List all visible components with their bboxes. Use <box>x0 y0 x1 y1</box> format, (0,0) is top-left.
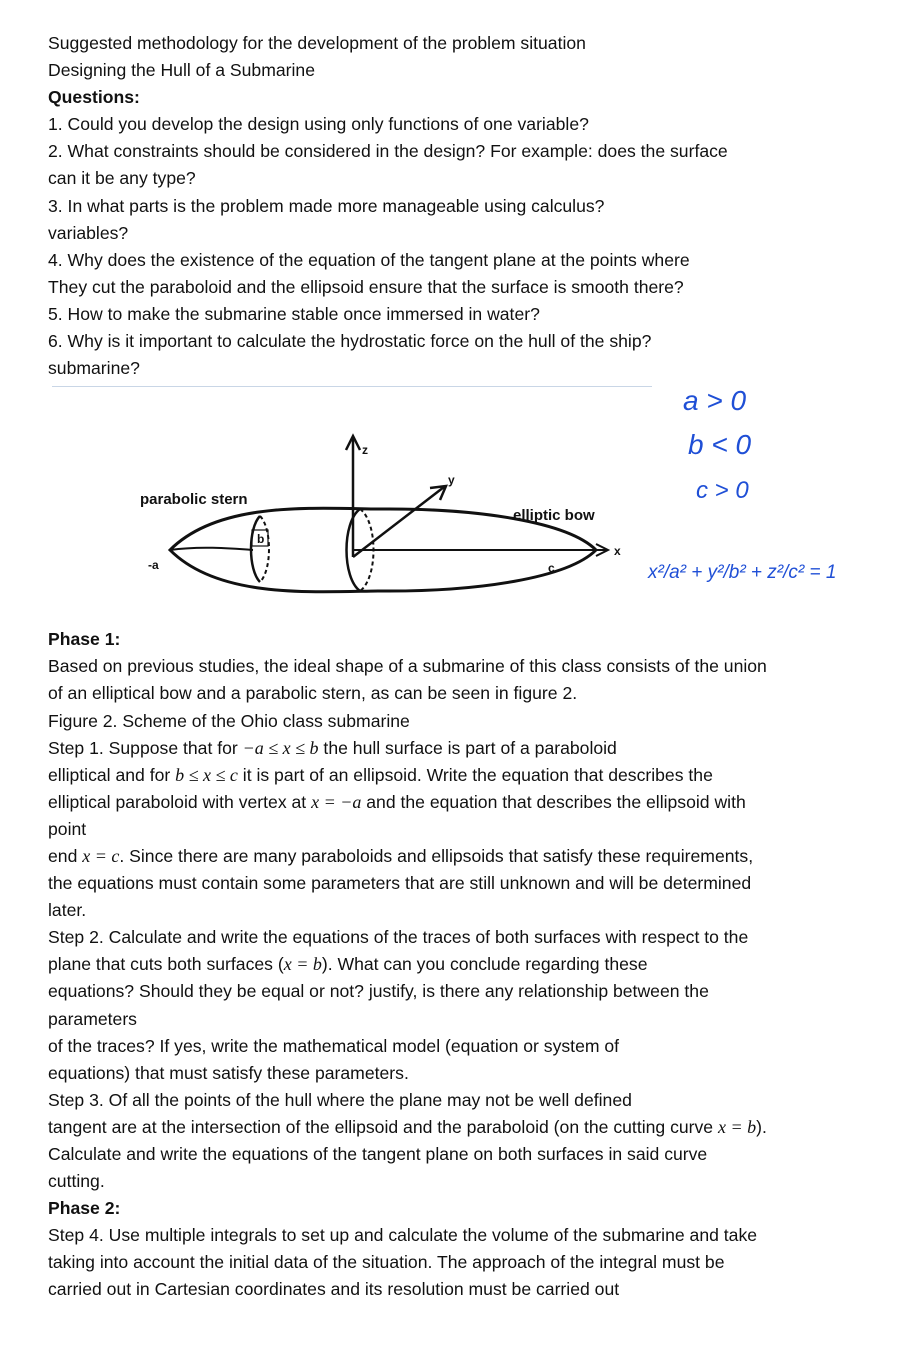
c-label: c <box>548 561 555 576</box>
neg-a-label: -a <box>148 558 159 573</box>
handwritten-c: c > 0 <box>696 477 749 505</box>
text-span: ). What can you conclude regarding these <box>321 954 648 975</box>
question-line: 2. What constraints should be considered in the design? For example: does the surface <box>48 141 728 162</box>
step-1-line: the equations must contain some parameters that are still unknown and will be determined <box>48 873 752 894</box>
submarine-figure <box>48 382 898 626</box>
stern-inner-curve <box>170 548 253 550</box>
step-2-line: equations? Should they be equal or not? justify, is there any relationship between the <box>48 981 709 1002</box>
step-2-line: parameters <box>48 1008 137 1029</box>
phase-1-heading: Phase 1: <box>48 629 121 650</box>
question-line: variables? <box>48 222 129 243</box>
x-label: x <box>614 544 621 559</box>
text-span: plane that cuts both surfaces ( <box>48 954 284 975</box>
handwritten-b: b < 0 <box>688 429 752 461</box>
question-line: can it be any type? <box>48 168 196 189</box>
text-span: and the equation that describes the ellipsoid with <box>361 791 746 812</box>
text-span: it is part of an ellipsoid. Write the equation that describes the <box>237 764 713 785</box>
question-line: 1. Could you develop the design using only functions of one variable? <box>48 114 589 135</box>
text-span: ). <box>756 1116 767 1137</box>
hull-diagram <box>48 382 898 626</box>
math-span: x = c <box>82 845 120 866</box>
handwritten-equation: x²/a² + y²/b² + z²/c² = 1 <box>648 562 837 584</box>
y-label: y <box>448 473 455 488</box>
text-span: end <box>48 845 83 866</box>
step-4-line: taking into account the initial data of the situation. The approach of the integral must be <box>48 1252 725 1273</box>
text-span: Step 1. Suppose that for <box>48 737 243 758</box>
question-line: 4. Why does the existence of the equation of the tangent plane at the points where <box>48 249 690 270</box>
math-span: x = b <box>283 954 322 975</box>
step-4-line: Step 4. Use multiple integrals to set up and calculate the volume of the submarine and take <box>48 1225 758 1246</box>
step-1-line <box>48 843 898 870</box>
header-line-1: Suggested methodology for the development of the problem situation <box>48 33 586 53</box>
header-line-2: Designing the Hull of a Submarine <box>48 60 315 81</box>
y-axis <box>353 487 444 557</box>
step-3-line: Step 3. Of all the points of the hull where the plane may not be well defined <box>48 1089 632 1110</box>
text-span: tangent are at the intersection of the ellipsoid and the paraboloid (on the cutting curve <box>48 1116 718 1137</box>
question-line: They cut the paraboloid and the ellipsoid ensure that the surface is smooth there? <box>48 276 684 297</box>
step-3-line: cutting. <box>48 1171 105 1192</box>
stern-section-right <box>260 516 269 582</box>
step-3-line: Calculate and write the equations of the tangent plane on both surfaces in said curve <box>48 1144 708 1164</box>
step-1-line <box>48 789 898 816</box>
phase-1-paragraph: Based on previous studies, the ideal shape of a submarine of this class consists of the union <box>48 656 767 677</box>
step-2-line: of the traces? If yes, write the mathematical model (equation or system of <box>48 1035 620 1056</box>
figure-caption: Figure 2. Scheme of the Ohio class submarine <box>48 710 410 731</box>
handwritten-a: a > 0 <box>683 385 747 417</box>
question-line: submarine? <box>48 358 140 379</box>
question-line: 5. How to make the submarine stable once immersed in water? <box>48 303 540 324</box>
math-span: b ≤ x ≤ c <box>175 764 238 785</box>
step-2-line: equations) that must satisfy these parameters. <box>48 1062 409 1083</box>
math-span: x = b <box>717 1116 757 1137</box>
step-4-line: carried out in Cartesian coordinates and its resolution must be carried out <box>48 1279 620 1300</box>
text-span: the hull surface is part of a paraboloid <box>318 737 617 758</box>
parabolic-stern-label: parabolic stern <box>140 491 248 509</box>
phase-2-heading: Phase 2: <box>48 1198 121 1219</box>
b-label: b <box>257 532 265 547</box>
text-span: . Since there are many paraboloids and ellipsoids that satisfy these requirements, <box>119 845 754 866</box>
step-3-line <box>48 1114 898 1141</box>
step-1-line: later. <box>48 900 87 921</box>
text-span: elliptical and for <box>48 764 176 785</box>
elliptic-bow-label: elliptic bow <box>513 507 595 525</box>
step-1-line <box>48 762 898 789</box>
question-line: 6. Why is it important to calculate the hydrostatic force on the hull of the ship? <box>48 331 652 352</box>
questions-heading: Questions: <box>48 87 140 108</box>
z-label: z <box>362 443 368 458</box>
text-span: elliptical paraboloid with vertex at <box>48 791 312 812</box>
math-span: −a ≤ x ≤ b <box>242 737 319 758</box>
step-2-line: Step 2. Calculate and write the equations of the traces of both surfaces with respect to the <box>48 927 749 948</box>
step-1-line: point <box>48 818 87 839</box>
math-span: x = −a <box>311 791 362 812</box>
step-2-line <box>48 951 898 978</box>
document <box>48 30 898 1304</box>
question-line: 3. In what parts is the problem made more manageable using calculus? <box>48 195 605 216</box>
step-1-line <box>48 735 898 762</box>
phase-1-paragraph: of an elliptical bow and a parabolic stern, as can be seen in figure 2. <box>48 683 578 704</box>
